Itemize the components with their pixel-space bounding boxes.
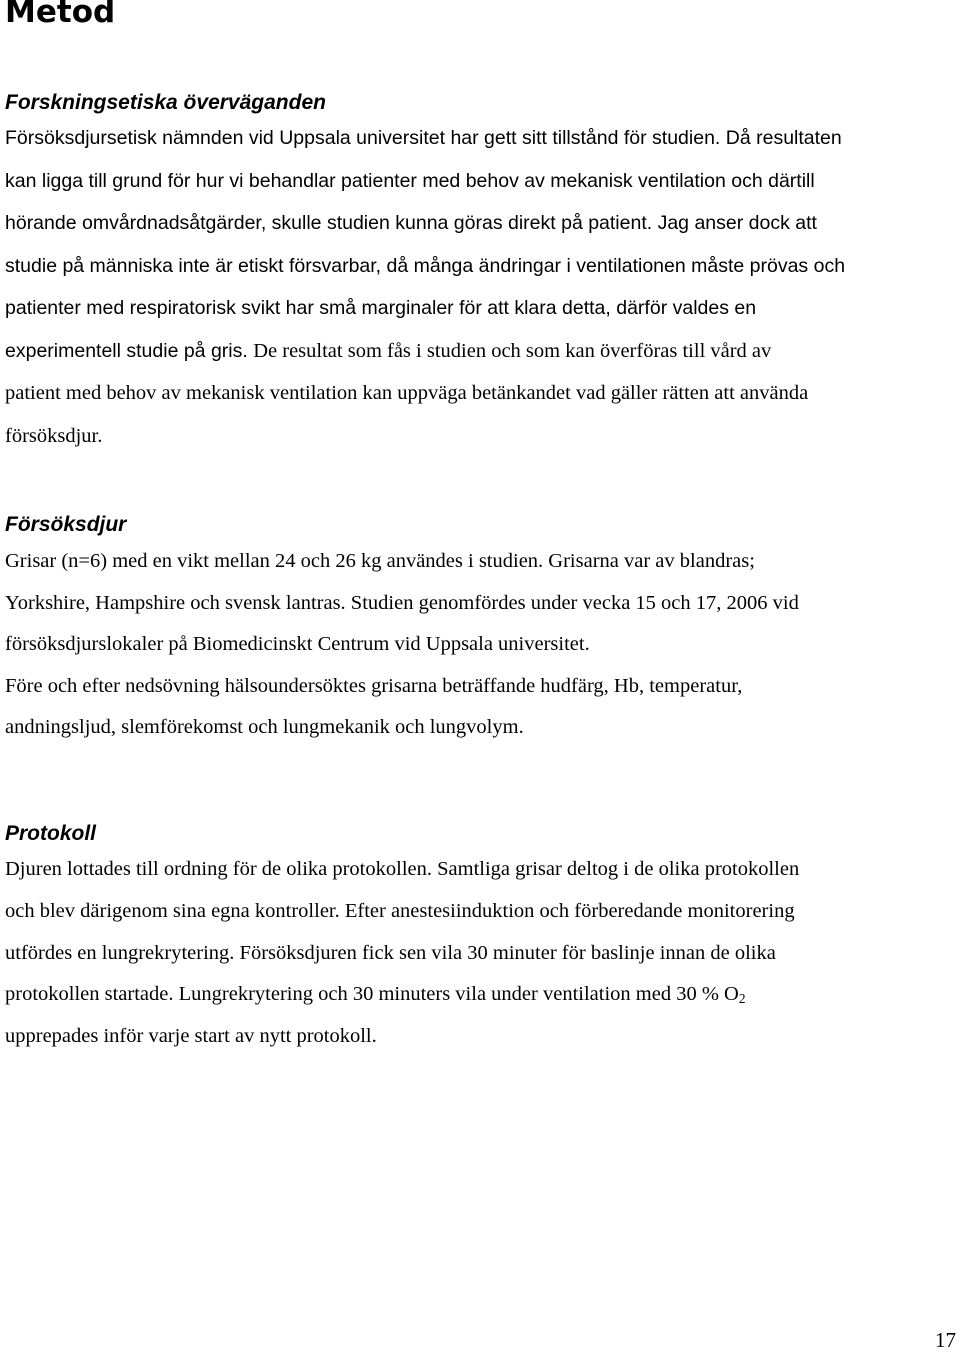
ethics-line: studie på människa inte är etiskt försvarbar, då många ändringar i ventilationen måste prövas och xyxy=(5,254,846,277)
animals-line: försöksdjurslokaler på Biomedicinskt Centrum vid Uppsala universitet. xyxy=(5,633,590,656)
section-heading-animals: Försöksdjur xyxy=(5,513,127,536)
ethics-line: patienter med respiratorisk svikt har små marginaler för att klara detta, därför valdes en xyxy=(5,297,757,319)
page-number: 17 xyxy=(935,1328,956,1352)
section-body-ethics xyxy=(5,117,960,457)
oxygen-subscript: 2 xyxy=(738,991,746,1007)
ethics-line: hörande omvårdnadsåtgärder, skulle studien kunna göras direkt på patient. Jag anser dock att xyxy=(5,212,817,234)
ethics-line: försöksdjur. xyxy=(5,424,103,447)
section-heading-ethics: Forskningsetiska överväganden xyxy=(5,91,326,114)
section-body-protocol xyxy=(5,849,960,1058)
section-heading-protocol: Protokoll xyxy=(5,822,97,845)
protocol-line-text: protokollen startade. Lungrekrytering och 30 minuters vila under ventilation med 30 % O xyxy=(5,983,739,1006)
ethics-line: experimentell studie på gris. De resultat som fås i studien och som kan överföras till vård av xyxy=(5,339,772,362)
protocol-line xyxy=(5,974,960,1016)
page-title: Metod xyxy=(5,0,116,30)
protocol-line: upprepades inför varje start av nytt protokoll. xyxy=(5,1025,377,1048)
ethics-line: patient med behov av mekanisk ventilation kan uppväga betänkandet vad gäller rätten att använda xyxy=(5,382,809,404)
protocol-line: Djuren lottades till ordning för de olika protokollen. Samtliga grisar deltog i de olika protokollen xyxy=(5,858,800,880)
section-body-animals xyxy=(5,541,960,749)
animals-line: Grisar (n=6) med en vikt mellan 24 och 26 kg användes i studien. Grisarna var av blandras; xyxy=(5,550,755,572)
animals-line: Yorkshire, Hampshire och svensk lantras. Studien genomfördes under vecka 15 och 17, 2006 vid xyxy=(5,591,799,614)
ethics-line: kan ligga till grund för hur vi behandlar patienter med behov av mekanisk ventilation och därtill xyxy=(5,169,815,192)
protocol-line: och blev därigenom sina egna kontroller. Efter anestesiinduktion och förberedande monitorering xyxy=(5,899,795,922)
animals-line: Före och efter nedsövning hälsoundersöktes grisarna beträffande hudfärg, Hb, temperatur, xyxy=(5,674,743,697)
protocol-line: utfördes en lungrekrytering. Försöksdjuren fick sen vila 30 minuter för baslinje innan de olika xyxy=(5,941,776,964)
animals-line: andningsljud, slemförekomst och lungmekanik och lungvolym. xyxy=(5,716,524,739)
ethics-line: Försöksdjursetisk nämnden vid Uppsala universitet har gett sitt tillstånd för studien. Då resultaten xyxy=(5,127,842,149)
